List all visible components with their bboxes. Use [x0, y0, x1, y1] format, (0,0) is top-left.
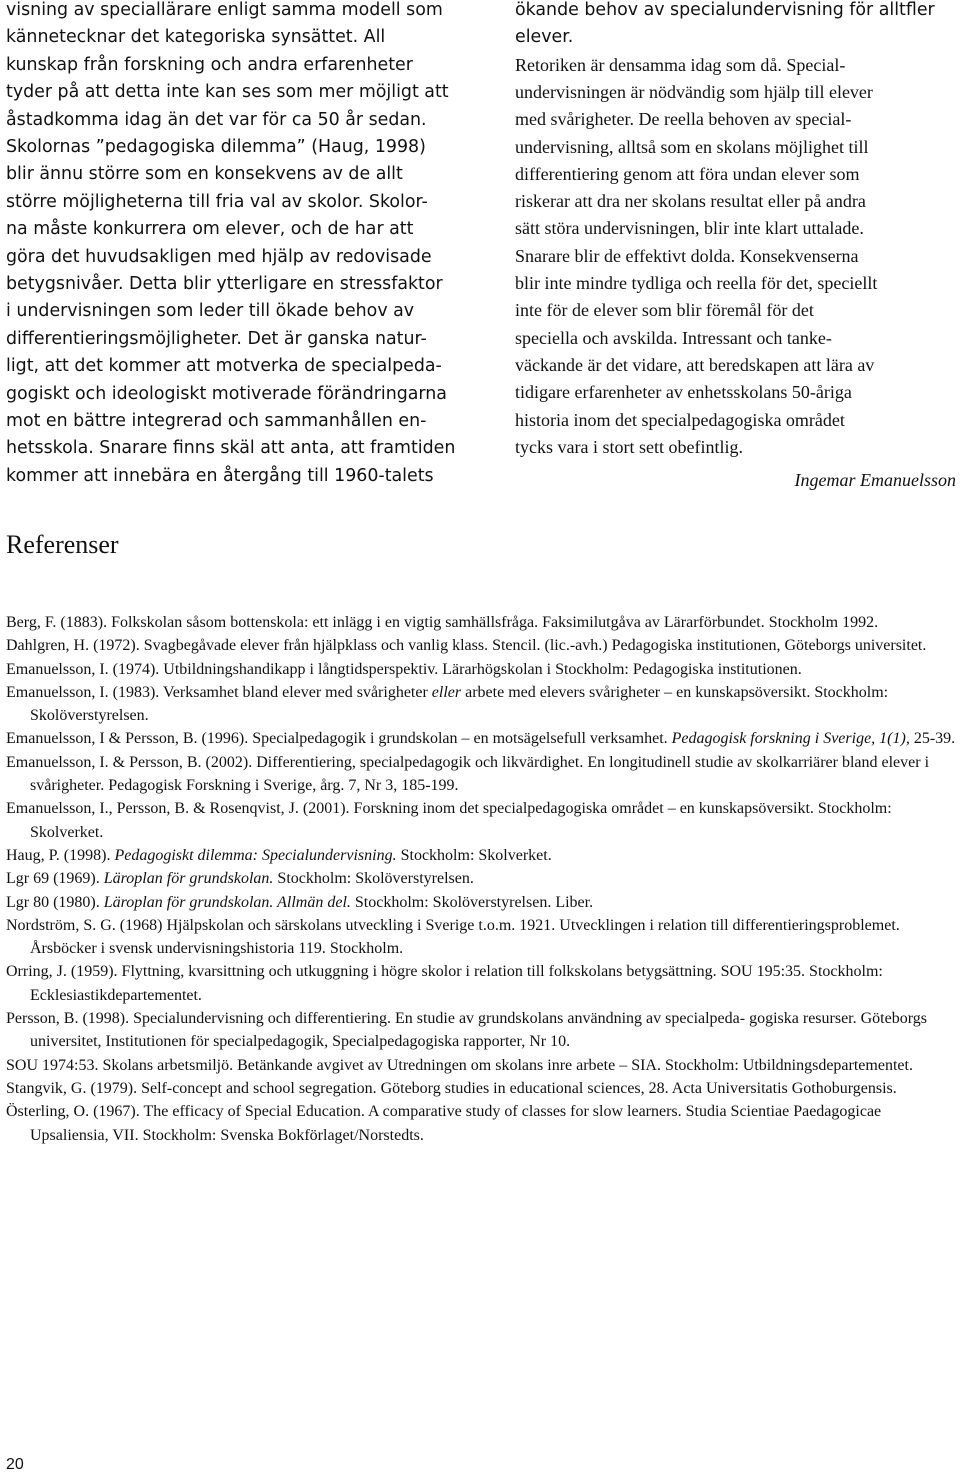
page-number: 20 [6, 1456, 24, 1473]
text-line: gogiskt och ideologiskt motiverade förändringarna [6, 383, 447, 404]
reference-item [6, 1100, 956, 1147]
text-line: blir ännu större som en konsekvens av de allt [6, 164, 403, 185]
reference-item [6, 634, 956, 657]
text-line: Snarare blir de effektivt dolda. Konsekvenserna [515, 245, 859, 266]
reference-text: SOU 1974:53. Skolans arbetsmiljö. Betänkande avgivet av Utredningen om skolans inre arbete – SIA. Stockholm: Utbildningsdepartementet. [6, 1056, 913, 1074]
text-line: differentieringsmöjligheter. Det är ganska natur- [6, 328, 427, 349]
text-line: Retoriken är densamma idag som då. Special- [515, 54, 846, 75]
text-line: ligt, att det kommer att motverka de specialpeda- [6, 356, 442, 377]
text-line: tycks vara i stort sett obefintlig. [515, 436, 743, 457]
reference-text: Emanuelsson, I. & Persson, B. (2002). Differentiering, specialpedagogik och likvärdighet. En longitudinell studie av skolkarriärer bland elever i svårigheter. Pedagogisk Forskning i Sverige, årg. 7, Nr 3, 185-199. [6, 753, 930, 795]
reference-title: Läroplan för grundskolan. Allmän del. [103, 893, 351, 911]
reference-item [6, 797, 956, 844]
text-line: tidigare erfarenheter av enhetsskolans 50-åriga [515, 382, 852, 403]
text-line: na måste konkurrera om elever, och de har att [6, 219, 414, 240]
text-line: åstadkomma idag än det var för ca 50 år sedan. [6, 109, 427, 130]
text-line: med svårigheter. De reella behoven av special- [515, 109, 852, 130]
reference-text: Emanuelsson, I & Persson, B. (1996). Specialpedagogik i grundskolan – en motsägelsefull verksamhet. [6, 730, 672, 748]
text-line: betygsnivåer. Detta blir ytterligare en stressfaktor [6, 274, 443, 294]
text-line: kännetecknar det kategoriska synsättet. All [6, 27, 386, 48]
reference-text: Lgr 80 (1980). [6, 893, 104, 911]
text-line: göra det huvudsakligen med hjälp av redovisade [6, 246, 432, 267]
reference-text: Haug, P. (1998). [6, 846, 115, 864]
reference-text: Österling, O. (1967). The efficacy of Special Education. A comparative study of classes for slow learners. Studia Scientiae Paedagogicae Upsaliensia, VII. Stockholm: Svenska Bokförlaget/Norstedts. [6, 1103, 882, 1144]
reference-item [6, 844, 956, 867]
reference-text: Orring, J. (1959). Flyttning, kvarsittning och utkuggning i högre skolor i relation till folkskolans betygsättning. SOU 195:35. Stockholm: Ecklesiastikdepartementet. [6, 963, 883, 1004]
reference-item [6, 1007, 956, 1054]
reference-item [6, 611, 956, 634]
reference-title: eller [431, 683, 462, 701]
reference-item [6, 727, 956, 750]
text-line: historia inom det specialpedagogiska området [515, 409, 845, 430]
text-line: ökande behov av specialundervisning för alltfler [515, 0, 935, 20]
reference-text: Persson, B. (1998). Specialundervisning och differentiering. En studie av grundskolans användning av specialpeda- gogiska resurser. Göteborgs universitet, Institutionen för specialpedagogik, Specialpedagogiska rapporter, Nr 10. [6, 1010, 927, 1051]
reference-item [6, 1054, 956, 1077]
reference-item [6, 914, 956, 961]
reference-text: Emanuelsson, I. (1983). Verksamhet bland elever med svårigheter [6, 683, 432, 701]
reference-text: Nordström, S. G. (1968) Hjälpskolan och särskolans utveckling i Sverige t.o.m. 1921. Utvecklingen i relation till differentieringsproblemet. Årsböcker i svensk undervisningshistoria 119. Stockholm. [6, 916, 900, 958]
reference-text: Stockholm: Skolöverstyrelsen. [273, 870, 474, 888]
reference-text: Emanuelsson, I. (1974). Utbildningshandikapp i långtidsperspektiv. Lärarhögskolan i Stockholm: Pedagogiska institutionen. [6, 660, 802, 678]
references-list [6, 611, 956, 1147]
text-line: större möjligheterna till fria val av skolor. Skolor- [6, 191, 428, 212]
reference-text: Stockholm: Skolöverstyrelsen. Liber. [350, 893, 594, 911]
reference-item [6, 960, 956, 1007]
text-line: kommer att innebära en återgång till 1960-talets [6, 465, 434, 486]
reference-title: Pedagogiskt dilemma: Specialundervisning. [114, 846, 397, 864]
text-line: hetsskola. Snarare finns skäl att anta, att framtiden [6, 438, 456, 459]
text-line: tyder på att detta inte kan ses som mer möjligt att [6, 82, 449, 103]
reference-item [6, 751, 956, 798]
text-line: väckande är det vidare, att beredskapen att lära av [515, 354, 875, 375]
reference-text: arbete med elevers svårigheter – en kunskapsöversikt. Stockholm: Skolöverstyrelsen. [30, 683, 889, 725]
reference-item [6, 658, 956, 681]
reference-item [6, 891, 956, 914]
reference-text: Stangvik, G. (1979). Self-concept and school segregation. Göteborg studies in educational sciences, 28. Acta Universitatis Gothoburgensis. [6, 1079, 897, 1097]
reference-title: Läroplan för grundskolan. [103, 870, 274, 888]
reference-item [6, 1077, 956, 1100]
text-line: kunskap från forskning och andra erfarenheter [6, 54, 413, 75]
text-line: elever. [515, 27, 574, 48]
text-line: i undervisningen som leder till ökade behov av [6, 301, 415, 322]
text-line: riskerar att dra ner skolans resultat eller på andra [515, 191, 866, 212]
references-heading: Referenser [6, 530, 119, 559]
text-line: inte för de elever som blir föremål för det [515, 300, 814, 321]
text-line: blir inte mindre tydliga och reella för det, speciellt [515, 273, 878, 293]
text-line: Skolornas ”pedagogiska dilemma” (Haug, 1998) [6, 137, 426, 157]
reference-text: Dahlgren, H. (1972). Svagbegåvade elever från hjälpklass och vanlig klass. Stencil. (lic.-avh.) Pedagogiska institutionen, Göteborgs universitet. [6, 637, 927, 655]
reference-title: Pedagogisk forskning i Sverige, 1(1), [671, 730, 910, 748]
text-line: mot en bättre integrerad och sammanhållen en- [6, 411, 427, 431]
text-line: differentiering genom att föra undan elever som [515, 163, 860, 184]
author-signature: Ingemar Emanuelsson [794, 470, 956, 490]
text-line: undervisning, alltså som en skolans möjlighet till [515, 136, 869, 157]
reference-text: 25-39. [909, 730, 956, 748]
text-line: sätt störa undervisningen, blir inte klart uttalade. [515, 218, 864, 239]
reference-item [6, 681, 956, 728]
text-line: undervisningen är nödvändig som hjälp till elever [515, 81, 873, 102]
text-line: speciella och avskilda. Intressant och tanke- [515, 327, 832, 348]
reference-text: Berg, F. (1883). Folkskolan såsom bottenskola: ett inlägg i en vigtig samhällsfråga. Faksimilutgåva av Lärarförbundet. Stockholm 1992. [6, 614, 879, 631]
text-line: visning av speciallärare enligt samma modell som [6, 0, 443, 20]
reference-item [6, 867, 956, 890]
reference-text: Emanuelsson, I., Persson, B. & Rosenqvist, J. (2001). Forskning inom det specialpedagogiska området – en kunskapsöversikt. Stockholm: Skolverket. [6, 800, 892, 841]
reference-text: Stockholm: Skolverket. [396, 846, 552, 864]
reference-text: Lgr 69 (1969). [6, 870, 104, 888]
